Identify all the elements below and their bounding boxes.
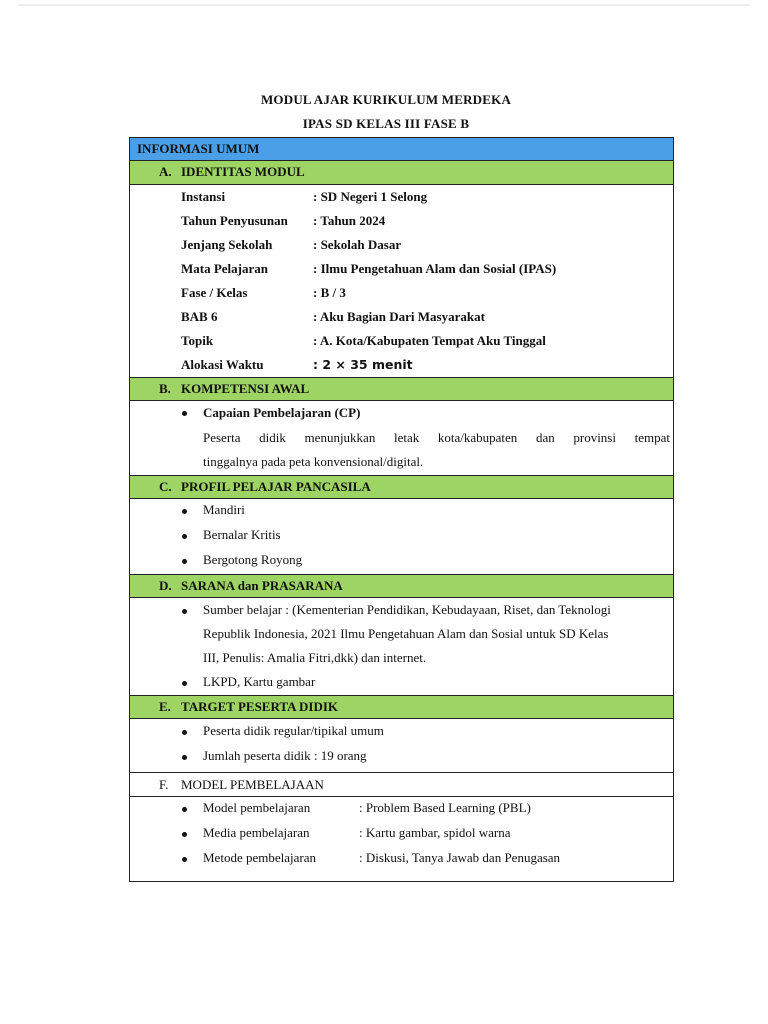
profil-item: Mandiri [203, 502, 245, 517]
target-item: Jumlah peserta didik : 19 orang [203, 748, 367, 763]
bullet-icon [182, 559, 187, 564]
document-subtitle: IPAS SD KELAS III FASE B [302, 116, 470, 131]
bullet-icon [182, 807, 187, 812]
section-title: PROFIL PELAJAR PANCASILA [181, 479, 371, 494]
sarana-line: Republik Indonesia, 2021 Ilmu Pengetahuan Alam dan Sosial untuk SD Kelas [203, 626, 609, 641]
document-title: MODUL AJAR KURIKULUM MERDEKA [260, 92, 512, 107]
model-value: : Kartu gambar, spidol warna [359, 825, 511, 840]
identitas-label: BAB 6 [181, 309, 218, 324]
model-label: Media pembelajaran [203, 825, 310, 840]
kompetensi-paragraph-end: tinggalnya pada peta konvensional/digital. [203, 454, 424, 469]
sarana-line: Sumber belajar : (Kementerian Pendidikan, Kebudayaan, Riset, dan Teknologi [203, 602, 611, 617]
identitas-value: : A. Kota/Kabupaten Tempat Aku Tinggal [313, 333, 546, 348]
identitas-label: Mata Pelajaran [181, 261, 269, 276]
bullet-icon [182, 681, 187, 686]
identitas-label: Jenjang Sekolah [181, 237, 273, 252]
profil-item: Bernalar Kritis [203, 527, 281, 542]
bullet-icon [182, 857, 187, 862]
kompetensi-bullet: Capaian Pembelajaran (CP) [203, 405, 361, 420]
section-b-header [130, 377, 673, 401]
identitas-label: Fase / Kelas [181, 285, 248, 300]
identitas-label: Topik [181, 333, 214, 348]
bullet-icon [182, 509, 187, 514]
model-label: Metode pembelajaran [203, 850, 316, 865]
bullet-icon [182, 609, 187, 614]
bullet-icon [182, 534, 187, 539]
section-letter: F. [159, 777, 169, 792]
section-letter: E. [159, 699, 171, 714]
section-f-header [130, 772, 673, 797]
section-title: SARANA dan PRASARANA [181, 578, 343, 593]
bullet-icon [182, 832, 187, 837]
model-value: : Diskusi, Tanya Jawab dan Penugasan [359, 850, 561, 865]
identitas-label: Alokasi Waktu [181, 357, 264, 372]
section-letter: D. [159, 578, 172, 593]
identitas-value: : Aku Bagian Dari Masyarakat [313, 309, 485, 324]
section-title: TARGET PESERTA DIDIK [181, 699, 339, 714]
module-table [129, 137, 674, 882]
model-label: Model pembelajaran [203, 800, 311, 815]
bullet-icon [182, 730, 187, 735]
identitas-value: : 2 × 35 menit [313, 357, 413, 372]
identitas-label: Tahun Penyusunan [181, 213, 288, 228]
target-item: Peserta didik regular/tipikal umum [203, 723, 384, 738]
kompetensi-paragraph: Peserta didik menunjukkan letak kota/kabupaten dan provinsi tempat [203, 430, 670, 445]
identitas-value: : Sekolah Dasar [313, 237, 402, 252]
identitas-value: : Ilmu Pengetahuan Alam dan Sosial (IPAS) [313, 261, 557, 276]
identitas-label: Instansi [181, 189, 226, 204]
bullet-icon [182, 755, 187, 760]
section-letter: A. [159, 164, 172, 179]
section-letter: B. [159, 381, 171, 396]
identitas-value: : Tahun 2024 [313, 213, 386, 228]
bullet-icon [182, 411, 187, 416]
section-title: IDENTITAS MODUL [181, 164, 305, 179]
sarana-item: LKPD, Kartu gambar [203, 674, 316, 689]
section-e-header [130, 695, 673, 719]
sarana-line: III, Penulis: Amalia Fitri,dkk) dan internet. [203, 650, 427, 665]
identitas-value: : B / 3 [313, 285, 346, 300]
section-title: KOMPETENSI AWAL [181, 381, 310, 396]
section-d-header [130, 574, 673, 598]
section-letter: C. [159, 479, 172, 494]
model-value: : Problem Based Learning (PBL) [359, 800, 531, 815]
profil-item: Bergotong Royong [203, 552, 303, 567]
section-title: MODEL PEMBELAJAAN [181, 777, 324, 792]
informasi-umum-header: INFORMASI UMUM [130, 138, 673, 161]
identitas-value: : SD Negeri 1 Selong [313, 189, 428, 204]
section-c-header [130, 475, 673, 499]
top-divider [18, 4, 750, 6]
section-a-header [130, 161, 673, 185]
